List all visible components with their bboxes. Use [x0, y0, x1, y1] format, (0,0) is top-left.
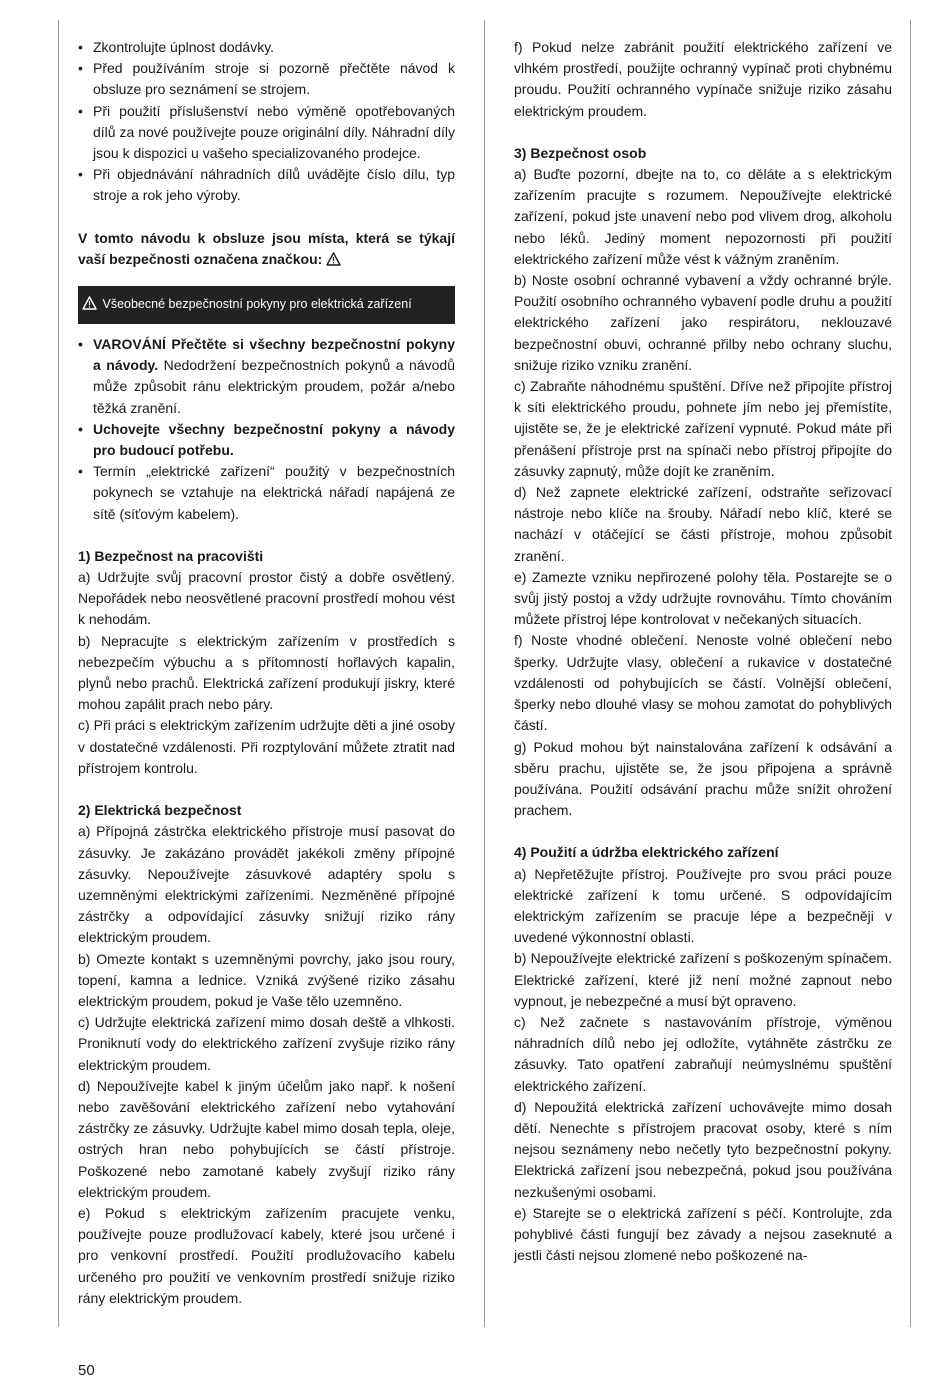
paragraph: d) Než zapnete elektrické zařízení, odstraňte seřizovací nástroje nebo klíče na šrouby. Nářadí nebo klíč, které se nachází v otáčející se části přístroje, mohou způsobit zranění.	[514, 484, 892, 564]
section-heading: 3) Bezpečnost osob	[514, 144, 647, 161]
paragraph: e) Pokud s elektrickým zařízením pracujete venku, používejte pouze prodlužovací kabely, které jsou určené i pro venkovní prostředí. Použití prodlužovacího kabelu určeného pro použití ve venkovním prostředí snižuje riziko rány elektrickým proudem.	[78, 1204, 455, 1306]
right-column	[514, 37, 892, 1266]
section-heading: 1) Bezpečnost na pracovišti	[78, 547, 264, 564]
list-item: • Před používáním stroje si pozorně přečtěte návod k obsluze pro seznámení se strojem.	[78, 58, 455, 100]
paragraph: a) Nepřetěžujte přístroj. Používejte pro svou práci pouze elektrické zařízení k tomu určené. S odpovídajícím elektrickým zařízením se pracuje lépe a bezpečněji v uvedené výkonnostní oblasti.	[514, 865, 892, 946]
warning-triangle-icon	[82, 296, 97, 314]
paragraph: a) Přípojná zástrčka elektrického přístroje musí pasovat do zásuvky. Je zakázáno provádět jakékoli změny přípojné zásuvky. Nepoužívejte zásuvkové adaptéry spolu s uzemněnými elektrickými zařízeními. Nezměněné přípojné zástrčky a odpovídající zásuvky snižují riziko rány elektrickým proudem.	[78, 823, 455, 946]
banner-title: Všeobecné bezpečnostní pokyny pro elektrická zařízení	[102, 297, 412, 312]
paragraph: d) Nepoužívejte kabel k jiným účelům jako např. k nošení nebo zavěšování elektrického zařízení nebo vytahování zástrčky ze zásuvky. Udržujte kabel mimo dosah tepla, oleje, ostrých hran nebo pohybujících se částí přístroje. Poškozené nebo zamotané kabely zvyšují riziko rány elektrickým proudem.	[78, 1077, 455, 1200]
warning-item	[78, 334, 455, 419]
paragraph: b) Nepracujte s elektrickým zařízením v prostředích s nebezpečím výbuchu a s přítomností hořlavých kapalin, plynů nebo prachů. Elektrická zařízení produkují jiskry, které mohou zapálit prach nebo páry.	[78, 632, 455, 713]
warning-text: Nedodržení bezpečnostních pokynů a návodů může způsobit ránu elektrickým proudem, požár a/nebo těžká zranění.	[93, 357, 455, 416]
general-safety-banner	[78, 286, 455, 324]
paragraph: a) Udržujte svůj pracovní prostor čistý a dobře osvětlený. Nepořádek nebo neosvětlené pracovní prostředí mohou vést k nehodám.	[78, 569, 455, 628]
page-number: 50	[78, 1362, 95, 1379]
paragraph: b) Nepoužívejte elektrické zařízení s poškozeným spínačem. Elektrické zařízení, které již není možné zapnout nebo vypnout, je nebezpečné a musí být opraveno.	[514, 950, 892, 1009]
safety-intro-text: V tomto návodu k obsluze jsou místa, která se týkají vaší bezpečnosti označena značkou:	[78, 229, 455, 267]
paragraph: b) Omezte kontakt s uzemněnými povrchy, jako jsou roury, topení, kamna a lednice. Vzniká zvýšené riziko zásahu elektrickým proudem, pokud je Vaše tělo uzemněno.	[78, 950, 455, 1009]
list-item: • Zkontrolujte úplnost dodávky.	[78, 37, 455, 58]
paragraph: c) Než začnete s nastavováním přístroje, výměnou náhradních dílů nebo jej odložíte, vytáhněte zástrčku ze zásuvky. Tato opatření zabraňují neúmyslnému spuštění elektrického zařízení.	[514, 1013, 892, 1094]
left-column	[78, 37, 455, 1309]
safety-intro	[78, 228, 455, 272]
list-item: • Při objednávání náhradních dílů uvádějte číslo dílu, typ stroje a rok jeho výroby.	[78, 164, 455, 206]
warning-triangle-icon	[326, 251, 341, 272]
paragraph: c) Zabraňte náhodnému spuštění. Dříve než připojíte přístroj k síti elektrického proudu, pohnete jím nebo jej přemístíte, ujistěte se, že je elektrické zařízení vypnuté. Pokud máte při přenášení přístroje prst na spínači nebo přístroj připojíte do zásuvky zapnutý, může dojít ke zraněním.	[514, 378, 892, 479]
paragraph: e) Starejte se o elektrická zařízení s péčí. Kontrolujte, zda pohyblivé části fungují bez závady a nejsou zaseknuté a jestli části nejsou zlomené nebo poškozené na-	[514, 1204, 892, 1264]
list-item: • Termín „elektrické zařízení“ použitý v bezpečnostních pokynech se vztahuje na elektrická nářadí napájená ze sítě (síťovým kabelem).	[78, 461, 455, 525]
column-divider-rule	[484, 20, 485, 1327]
paragraph: g) Pokud mohou být nainstalována zařízení k odsávání a sběru prachu, ujistěte se, že jsou připojena a správně používána. Použití odsávání prachu může snížit ohrožení prachem.	[514, 738, 892, 819]
paragraph: e) Zamezte vzniku nepřirozené polohy těla. Postarejte se o svůj jistý postoj a vždy udržujte rovnováhu. Tímto chováním můžete přístroj lépe kontrolovat v nečekaných situacích.	[514, 568, 892, 628]
paragraph: c) Při práci s elektrickým zařízením udržujte děti a jiné osoby v dostatečné vzdálenosti. Při rozptylování můžete ztratit nad přístrojem kontrolu.	[78, 717, 455, 776]
paragraph: f) Noste vhodné oblečení. Nenoste volné oblečení nebo šperky. Udržujte vlasy, oblečení a rukavice v dostatečné vzdálenosti od pohybujících se částí. Volnější oblečení, šperky nebo dlouhé vlasy se mohou zamotat do pohyblivých částí.	[514, 632, 892, 734]
paragraph: b) Noste osobní ochranné vybavení a vždy ochranné brýle. Použití osobního ochranného vybavení podle druhu a použití elektrického zařízení jako respirátoru, neklouzavé bezpečnostní obuvi, ochranné přilby nebo ochrany sluchu, snižuje riziko vzniku zranění.	[514, 272, 892, 373]
section-heading: 2) Elektrická bezpečnost	[78, 802, 242, 819]
list-item: • Při použití příslušenství nebo výměně opotřebovaných dílů za nové používejte pouze originální díly. Náhradní díly jsou k dispozici u vašeho specializovaného prodejce.	[78, 101, 455, 165]
warning-item: • Uchovejte všechny bezpečnostní pokyny a návody pro budoucí potřebu.	[78, 419, 455, 461]
paragraph: c) Udržujte elektrická zařízení mimo dosah deště a vlhkosti. Proniknutí vody do elektrického zařízení zvyšuje riziko rány elektrickým proudem.	[78, 1014, 455, 1073]
right-margin-rule	[910, 20, 911, 1327]
paragraph: a) Buďte pozorní, dbejte na to, co děláte a s elektrickým zařízením pracujte s rozumem. Nepoužívejte elektrické zařízení, pokud jste unavení nebo pod vlivem drog, alkoholu nebo léků. Jediný moment nepozornosti při použití elektrického zařízení může vést k vážným zraněním.	[514, 166, 892, 267]
paragraph: f) Pokud nelze zabránit použití elektrického zařízení ve vlhkém prostředí, použijte ochranný vypínač proti chybnému proudu. Použití ochranného vypínače snižuje riziko zásahu elektrickým proudem.	[514, 39, 892, 119]
left-margin-rule	[58, 20, 59, 1327]
paragraph: d) Nepoužitá elektrická zařízení uchovávejte mimo dosah dětí. Nenechte s přístrojem pracovat osoby, které s ním nejsou seznámeny nebo nečetly tyto bezpečnostní pokyny. Elektrická zařízení jsou nebezpečná, pokud jsou používána nezkušenými osobami.	[514, 1098, 892, 1200]
warning-bold-text: VAROVÁNÍ Přečtěte si všechny bezpečnostní pokyny a návody.	[93, 336, 455, 374]
section-heading: 4) Použití a údržba elektrického zařízení	[514, 844, 779, 861]
